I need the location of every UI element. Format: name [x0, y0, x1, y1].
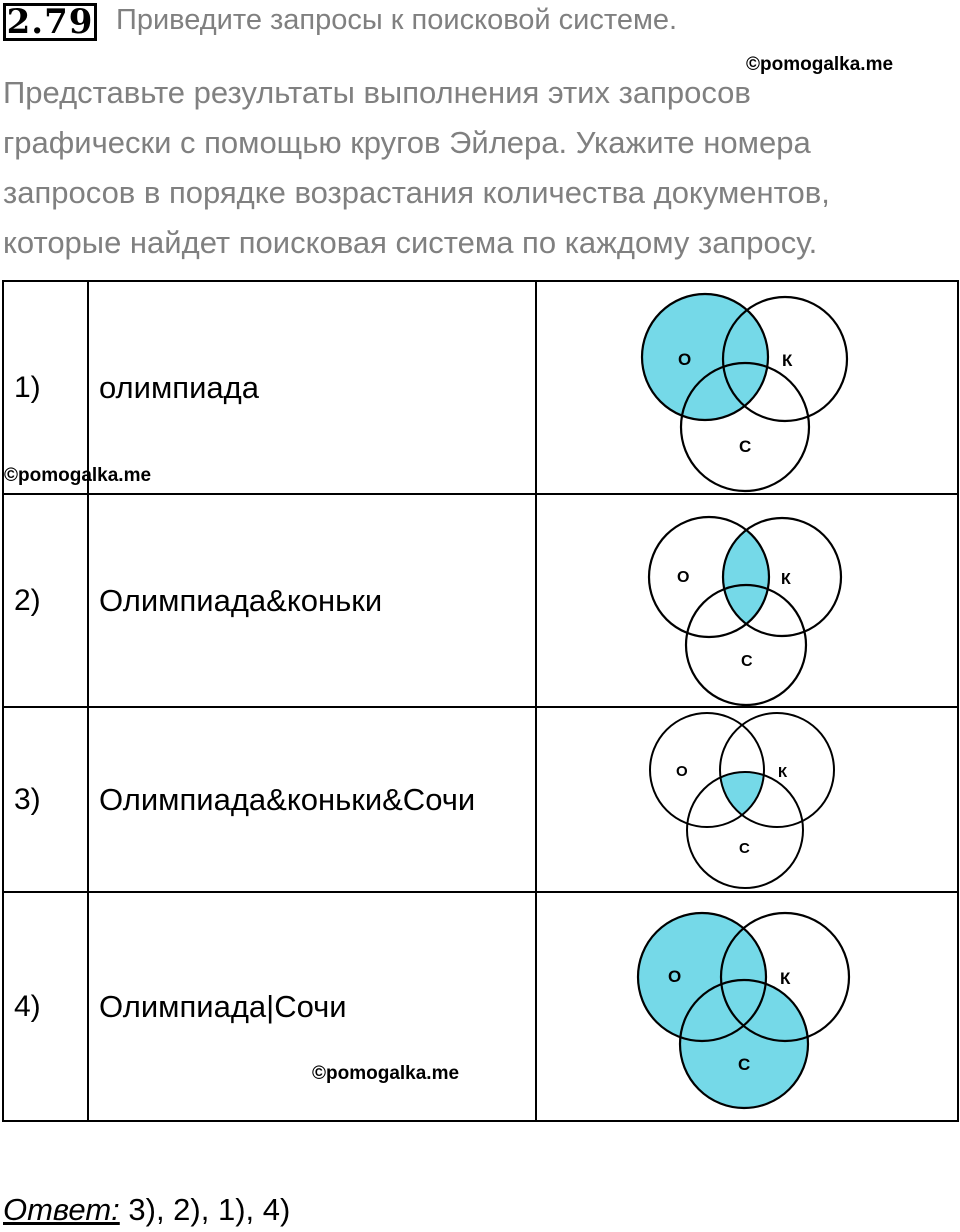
diagram-cell — [536, 281, 958, 494]
query-cell — [88, 892, 536, 1121]
query-cell — [88, 494, 536, 707]
row-number: 3) — [14, 782, 41, 816]
label-o: О — [668, 967, 682, 986]
diagram-cell — [536, 494, 958, 707]
row-number: 4) — [14, 989, 41, 1023]
euler-diagram-o — [537, 282, 957, 493]
query-cell — [88, 707, 536, 892]
answer — [3, 1192, 290, 1228]
task-number: 2.79 — [6, 2, 94, 42]
query-text: Олимпиада|Сочи — [99, 988, 347, 1024]
row-number-cell — [3, 281, 152, 494]
label-o: О — [677, 569, 690, 586]
row-number: 1) — [14, 370, 41, 404]
row-number-cell — [3, 494, 88, 707]
table-row — [3, 707, 958, 892]
euler-diagram-o-and-k — [537, 495, 957, 706]
row-number-cell — [3, 892, 88, 1121]
euler-diagram-o-and-k-and-c — [537, 708, 957, 891]
description-line: запросов в порядке возрастания количества документов, — [3, 175, 830, 210]
query-text: Олимпиада&коньки — [99, 582, 383, 618]
queries-table — [2, 280, 959, 1122]
task-number-box — [3, 3, 97, 41]
row-number: 2) — [14, 583, 41, 617]
watermark-row1: ©pomogalka.me — [4, 465, 152, 486]
description-line: графически с помощью кругов Эйлера. Укажите номера — [3, 125, 811, 160]
query-text: олимпиада — [99, 369, 259, 405]
table-row — [3, 281, 958, 494]
label-k: К — [782, 351, 793, 370]
watermark-top: ©pomogalka.me — [746, 54, 894, 75]
table-row — [3, 892, 958, 1121]
task-title: Приведите запросы к поисковой системе. — [116, 4, 678, 36]
table-row — [3, 494, 958, 707]
query-cell — [88, 281, 536, 494]
label-c: С — [738, 1055, 751, 1074]
label-k: К — [781, 571, 791, 588]
description-line: которые найдет поисковая система по каждому запросу. — [3, 225, 818, 260]
label-o: О — [676, 763, 688, 780]
label-o: О — [678, 350, 692, 369]
label-c: С — [739, 437, 752, 456]
label-c: С — [741, 653, 753, 670]
label-c: С — [739, 840, 750, 857]
label-k: К — [780, 969, 791, 988]
task-description — [3, 68, 953, 268]
watermark-row4: ©pomogalka.me — [312, 1063, 460, 1084]
label-k: К — [778, 764, 788, 781]
description-line: Представьте результаты выполнения этих запросов — [3, 75, 751, 110]
diagram-cell — [536, 707, 958, 892]
answer-label: Ответ: — [3, 1192, 120, 1227]
query-text: Олимпиада&коньки&Сочи — [99, 781, 476, 817]
answer-value: 3), 2), 1), 4) — [119, 1192, 291, 1227]
euler-diagram-o-or-c — [537, 893, 957, 1120]
diagram-cell — [536, 892, 958, 1121]
row-number-cell — [3, 707, 88, 892]
